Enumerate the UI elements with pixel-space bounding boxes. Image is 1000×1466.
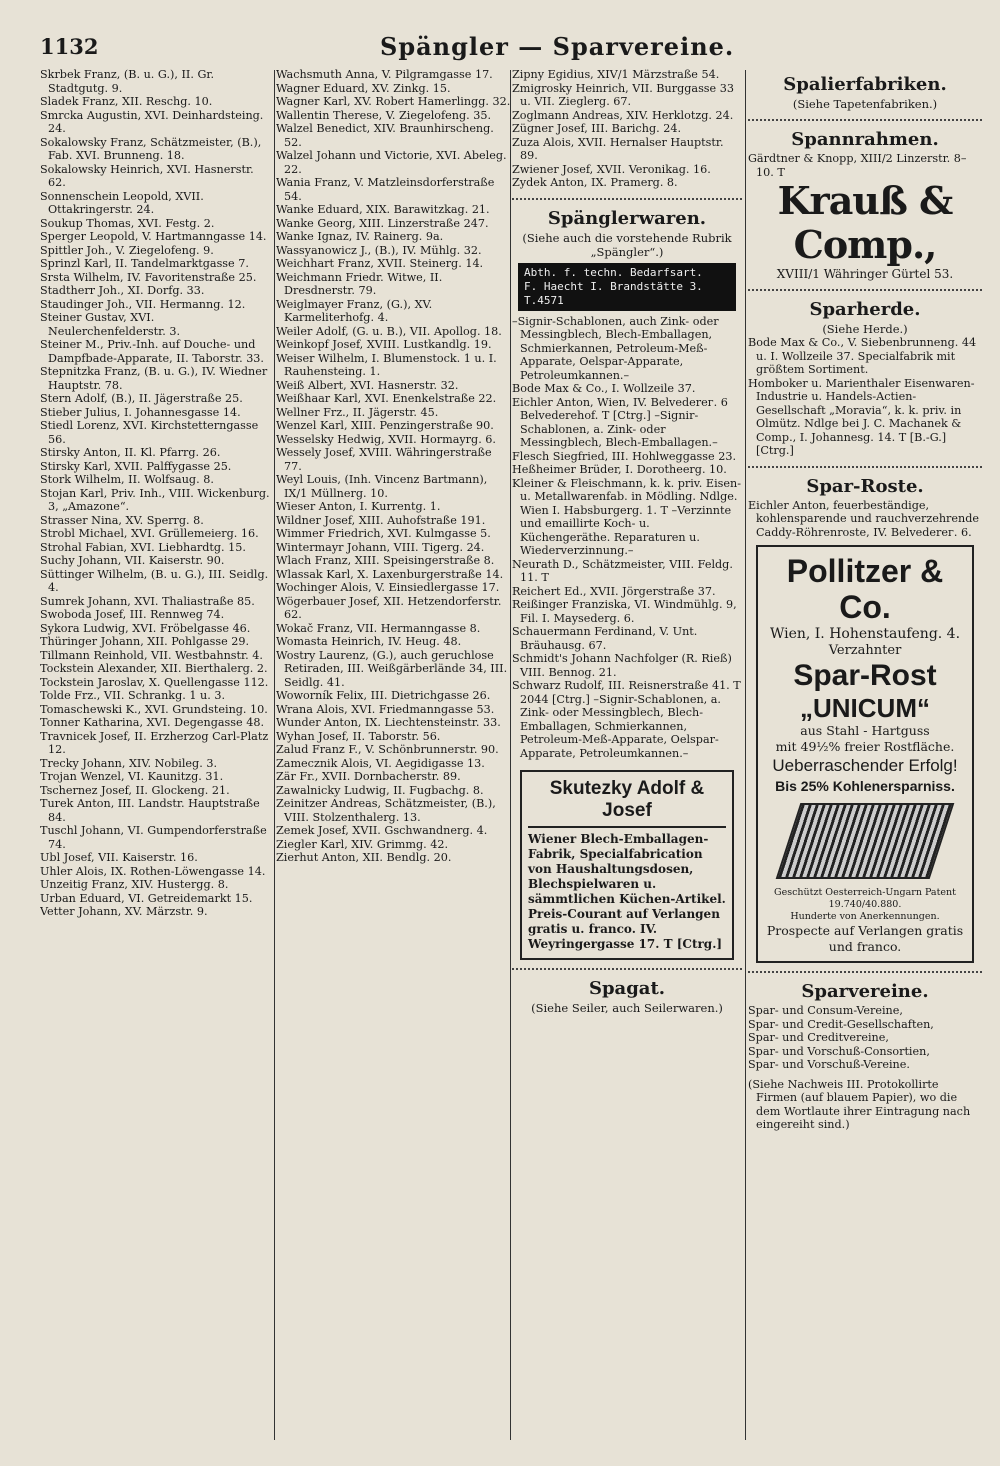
directory-entry: Wostry Laurenz, (G.), auch geruchlose Retiraden, III. Weißgärberlände 34, III. Seidlg. 41. xyxy=(276,648,508,689)
directory-entry: Steiner M., Priv.-Inh. auf Douche- und Dampfbade-Apparate, II. Taborstr. 33. xyxy=(40,338,264,365)
column-4 xyxy=(748,68,982,1443)
directory-entry: Thüringer Johann, XII. Pohlgasse 29. xyxy=(40,635,250,648)
directory-entry: Spar- und Vorschuß-Vereine. xyxy=(748,1058,910,1071)
divider xyxy=(748,971,982,973)
directory-entry: Wrana Alois, XVI. Friedmanngasse 53. xyxy=(276,702,495,716)
entry: (Siehe Nachweis III. Protokollirte Firmen (auf blauem Papier), wo die dem Wortlaute ihrer Eintragung nach eingereiht sind.) xyxy=(748,1077,971,1131)
directory-entry: Spittler Joh., V. Ziegelofeng. 9. xyxy=(40,243,214,257)
directory-entry: Skrbek Franz, (B. u. G.), II. Gr. Stadtgutg. 9. xyxy=(40,68,215,95)
advert-patent: Geschützt Oesterreich-Ungarn Patent 19.740/40.880. xyxy=(774,887,956,910)
directory-entry: Tockstein Jaroslav, X. Quellengasse 112. xyxy=(40,675,269,689)
directory-entry: Urban Eduard, VI. Getreidemarkt 15. xyxy=(40,891,253,905)
directory-entry: Stern Adolf, (B.), II. Jägerstraße 25. xyxy=(40,392,243,405)
directory-entry: Tillmann Reinhold, VII. Westbahnstr. 4. xyxy=(40,648,263,662)
advert-skutezky xyxy=(520,770,734,960)
column-1 xyxy=(40,68,272,1443)
column-rule xyxy=(745,70,746,1440)
advert-pollitzer xyxy=(756,545,974,963)
directory-entry: Zuza Alois, XVII. Hernalser Hauptstr. 89. xyxy=(512,135,724,162)
directory-entry: Zär Fr., XVII. Dornbacherstr. 89. xyxy=(276,770,461,783)
column-rule xyxy=(274,70,275,1440)
advert-line: Bis 25% Kohlenersparniss. xyxy=(775,778,955,794)
divider xyxy=(748,289,982,291)
section-title-spaenglerwaren: Spänglerwaren. xyxy=(547,207,707,229)
entry: –Signir-Schablonen, auch Zink- oder Messingblech, Blech-Emballagen, Schmierkannen, Petroleum-Meß-Apparate, Oelspar-Apparate, Petroleumkannen.– xyxy=(512,314,719,382)
directory-entry: Wlach Franz, XIII. Speisingerstraße 8. xyxy=(276,554,495,567)
advert-bar-line: F. Haecht I. Brandstätte 3. T.4571 xyxy=(524,279,703,307)
directory-entry: Stojan Karl, Priv. Inh., VIII. Wickenburg. 3, „Amazone“. xyxy=(40,486,270,513)
directory-entry: Sykora Ludwig, XVI. Fröbelgasse 46. xyxy=(40,621,251,635)
directory-entry: Spar- und Credit-Gesellschaften, xyxy=(748,1017,934,1031)
directory-entry: Weiglmayer Franz, (G.), XV. Karmeliterhofg. 4. xyxy=(276,297,433,324)
directory-entry: Eichler Anton, Wien, IV. Belvederег. 6 Belvederehof. T [Ctrg.] –Signir-Schablonen, a. Zink- oder Messingblech, Blech-Emballagen.– xyxy=(512,395,728,449)
directory-entry: Zipny Egidius, XIV/1 Märzstraße 54. xyxy=(512,68,720,81)
directory-entry: Zoglmann Andreas, XIV. Herklotzg. 24. xyxy=(512,108,734,122)
directory-entry: Zalud Franz F., V. Schönbrunnerstr. 90. xyxy=(276,743,499,756)
directory-entry: Wunder Anton, IX. Liechtensteinstr. 33. xyxy=(276,716,501,729)
directory-entry: Wessely Josef, XVIII. Währingerstraße 77. xyxy=(276,446,492,473)
directory-entry: Srsta Wilhelm, IV. Favoritenstraße 25. xyxy=(40,270,257,284)
entry: Homboker u. Marienthaler Eisenwaren-Industrie u. Handels-Actien-Gesellschaft „Moravia“, k. k. priv. in Olmütz. Ndlge bei J. C. Machanek & Comp., I. Johannesg. 14. T [B.-G.] [Ctrg.] xyxy=(748,376,975,457)
advert-body: Wiener Blech-Emballagen-Fabrik, Specialfabrication von Haushaltungsdosen, Blechspielwaren u. sämmtlichen Küchen-Artikel. Preis-Courant auf Verlangen gratis u. franco. IV. Weyringergasse 17. T [Ctrg.] xyxy=(528,832,726,951)
directory-entry: Tolde Frz., VII. Schrankg. 1 u. 3. xyxy=(40,689,226,702)
directory-entry: Vetter Johann, XV. Märzstr. 9. xyxy=(40,905,208,918)
directory-entry: Turek Anton, III. Landstr. Hauptstraße 84. xyxy=(40,797,260,824)
section-title-sparherde: Sparherde. xyxy=(809,299,921,320)
advert-product-name: „UNICUM“ xyxy=(800,693,930,723)
directory-entry: Wlassak Karl, X. Laxenburgerstraße 14. xyxy=(276,567,504,581)
directory-entry: Strasser Nina, XV. Sperrg. 8. xyxy=(40,513,204,527)
directory-entry: Stiedl Lorenz, XVI. Kirchstetterngasse 56. xyxy=(40,419,259,446)
directory-entry: Sokalowsky Franz, Schätzmeister, (B.), Fab. XVI. Brunneng. 18. xyxy=(40,135,262,162)
advert-firm-name: Pollitzer & Co. xyxy=(786,553,944,625)
directory-entry: Wildner Josef, XIII. Auhofstraße 191. xyxy=(276,513,486,527)
section-title-spagat: Spagat. xyxy=(588,978,666,999)
section-title-spar-roste: Spar-Roste. xyxy=(806,475,924,497)
advert-bar-line: Abth. f. techn. Bedarfsart. xyxy=(524,265,703,279)
section-title-spalierfabriken: Spalierfabriken. xyxy=(783,74,947,95)
directory-entry: Unzeitig Franz, XIV. Hustergg. 8. xyxy=(40,878,229,891)
directory-entry: Sprinzl Karl, II. Tandelmarktgasse 7. xyxy=(40,257,249,270)
directory-entry: Weichhart Franz, XVII. Steinerg. 14. xyxy=(276,257,484,270)
advert-line: Verzahnter xyxy=(828,643,902,658)
firm-address: XVIII/1 Währinger Gürtel 53. xyxy=(776,267,954,281)
directory-entry: Zamecznik Alois, VI. Aegidigasse 13. xyxy=(276,756,485,770)
section-note: (Siehe Tapetenfabriken.) xyxy=(792,97,938,111)
directory-entry: Bode Max & Co., I. Wollzeile 37. xyxy=(512,382,696,395)
directory-entry: Wellner Frz., II. Jägerstr. 45. xyxy=(276,405,439,419)
divider xyxy=(512,968,742,970)
directory-entry: Tockstein Alexander, XII. Bierthalerg. 2. xyxy=(40,662,268,675)
directory-entry: Sperger Leopold, V. Hartmanngasse 14. xyxy=(40,230,267,243)
divider xyxy=(512,198,742,200)
section-note: (Siehe Seiler, auch Seilerwaren.) xyxy=(531,1001,723,1015)
advert-line: Prospecte auf Verlangen gratis und franco. xyxy=(766,923,964,954)
advert-address: Wien, I. Hohenstaufeng. 4. xyxy=(769,626,961,642)
directory-entry: Spar- und Vorschuß-Consortien, xyxy=(748,1044,930,1058)
directory-entry: Weinkopf Josef, XVIII. Lustkandlg. 19. xyxy=(276,338,492,351)
column-2 xyxy=(276,68,512,1443)
directory-entry: Weiler Adolf, (G. u. B.), VII. Apollog. 18. xyxy=(276,324,502,338)
directory-entry: Trecky Johann, XIV. Nobileg. 3. xyxy=(40,756,217,770)
directory-entry: Wimmer Friedrich, XVI. Kulmgasse 5. xyxy=(276,527,491,540)
directory-entry: Schmidt's Johann Nachfolger (R. Rieß) VIII. Bennog. 21. xyxy=(512,652,732,679)
advert-product: Spar-Rost xyxy=(793,659,937,692)
directory-entry: Weiß Albert, XVI. Hasnerstr. 32. xyxy=(276,378,459,392)
directory-entry: Uhler Alois, IX. Rothen-Löwengasse 14. xyxy=(40,864,266,878)
directory-entry: Wokač Franz, VII. Hermanngasse 8. xyxy=(276,621,481,635)
directory-entry: Ziegler Karl, XIV. Grimmg. 42. xyxy=(276,837,449,851)
directory-entry: Wesselsky Hedwig, XVII. Hormayrg. 6. xyxy=(276,432,496,446)
directory-entry: Stork Wilhelm, II. Wolfsaug. 8. xyxy=(40,473,214,486)
directory-entry: Suchy Johann, VII. Kaiserstr. 90. xyxy=(40,554,225,567)
section-title-spannrahmen: Spannrahmen. xyxy=(791,129,939,150)
directory-entry: Sladek Franz, XII. Reschg. 10. xyxy=(40,95,213,108)
running-title: Spängler — Sparvereine. xyxy=(380,32,735,61)
column-3 xyxy=(512,68,742,1443)
entry: Bode Max & Co., V. Siebenbrunneng. 44 u. I. Wollzeile 37. Specialfabrik mit größtem Sortiment. xyxy=(748,336,977,376)
directory-entry: Wassyanowicz J., (B.), IV. Mühlg. 32. xyxy=(276,243,482,257)
advert-slogan: Ueberraschender Erfolg! xyxy=(772,756,958,775)
directory-entry: Weißhaar Karl, XVI. Enenkelstraße 22. xyxy=(276,392,497,405)
directory-entry: Zierhut Anton, XII. Bendlg. 20. xyxy=(276,851,452,864)
directory-entry: Wyhan Josef, II. Taborstr. 56. xyxy=(276,729,441,743)
directory-entry: Schauermann Ferdinand, V. Unt. Bräuhausg. 67. xyxy=(512,625,698,652)
directory-entry: Strohal Fabian, XVI. Liebhardtg. 15. xyxy=(40,540,246,554)
directory-entry: Zügner Josef, III. Barichg. 24. xyxy=(512,122,682,135)
section-note: (Siehe Herde.) xyxy=(822,322,908,336)
directory-entry: Womasta Heinrich, IV. Heug. 48. xyxy=(276,635,462,648)
entry: Eichler Anton, feuerbeständige, kohlensparende und rauchverzehrende Caddy-Röhrenroste, IV. Belvederег. 6. xyxy=(748,498,979,539)
directory-entry: Wagner Eduard, XV. Zinkg. 15. xyxy=(276,81,451,95)
directory-entry: Wanke Georg, XIII. Linzerstraße 247. xyxy=(276,216,489,230)
divider xyxy=(748,466,982,468)
directory-entry: Zemek Josef, XVII. Gschwandnerg. 4. xyxy=(276,824,488,837)
entry: Gärdtner & Knopp, XIII/2 Linzerstr. 8–10. T xyxy=(748,152,967,179)
directory-entry: Sumrek Johann, XVI. Thaliastraße 85. xyxy=(40,594,255,608)
directory-entry: Weiser Wilhelm, I. Blumenstock. 1 u. I. Rauhensteing. 1. xyxy=(276,351,497,378)
directory-entry: Reichert Ed., XVII. Jörgerstraße 37. xyxy=(512,584,716,598)
directory-entry: Zmigrosky Heinrich, VII. Burggasse 33 u. VII. Zieglerg. 67. xyxy=(512,81,734,108)
directory-entry: Trojan Wenzel, VI. Kaunitzg. 31. xyxy=(40,770,224,783)
directory-entry: Wintermayr Johann, VIII. Tigerg. 24. xyxy=(276,540,485,554)
directory-entry: Zwiener Josef, XVII. Veronikag. 16. xyxy=(512,162,711,176)
directory-entry: Stirsky Karl, XVII. Palffygasse 25. xyxy=(40,459,232,473)
directory-entry: Smrcka Augustin, XVI. Deinhardsteing. 24. xyxy=(40,108,264,135)
directory-entry: Wenzel Karl, XIII. Penzingerstraße 90. xyxy=(276,419,494,432)
directory-entry: Sokalowsky Heinrich, XVI. Hasnerstr. 62. xyxy=(40,162,254,189)
directory-entry: Wanke Eduard, XIX. Barawitzkag. 21. xyxy=(276,203,490,216)
directory-entry: Ubl Josef, VII. Kaiserstr. 16. xyxy=(40,851,198,864)
advert-line: aus Stahl - Hartguss xyxy=(800,723,930,738)
directory-entry: Weyl Louis, (Inh. Vincenz Bartmann), IX/1 Müllnerg. 10. xyxy=(276,473,488,500)
directory-entry: Strobl Michael, XVI. Grüllemeierg. 16. xyxy=(40,527,259,540)
directory-entry: Flesch Siegfried, III. Hohlweggasse 23. xyxy=(512,449,737,463)
directory-entry: Tschernez Josef, II. Glockeng. 21. xyxy=(40,783,230,797)
divider xyxy=(748,119,982,121)
directory-entry: Kleiner & Fleischmann, k. k. priv. Eisen- u. Metallwarenfab. in Mödling. Ndlge. Wien I. Habsburgerg. 1. T –Verzinnte und emaillirte Koch- u. Küchengeräthe. Reparaturen u. Wiederverzinnung.– xyxy=(512,476,741,557)
directory-entry: Sonnenschein Leopold, XVII. Ottakringerstr. 24. xyxy=(40,189,204,216)
directory-entry: Heßheimer Brüder, I. Dorotheerg. 10. xyxy=(512,463,727,476)
directory-entry: Zawalnicky Ludwig, II. Fugbachg. 8. xyxy=(276,783,484,797)
advert-bar xyxy=(518,263,736,311)
directory-entry: Wanke Ignaz, IV. Rainerg. 9a. xyxy=(276,230,444,243)
directory-entry: Reißinger Franziska, VI. Windmühlg. 9, Fil. I. Maysederg. 6. xyxy=(512,598,737,625)
directory-entry: Swoboda Josef, III. Rennweg 74. xyxy=(40,608,225,621)
advert-title: Skutezky Adolf & Josef xyxy=(528,778,726,828)
directory-entry: Staudinger Joh., VII. Hermanng. 12. xyxy=(40,297,246,311)
directory-entry: Stadtherr Joh., XI. Dorfg. 33. xyxy=(40,284,205,297)
section-title-sparvereine: Sparvereine. xyxy=(801,981,929,1002)
section-note: (Siehe auch die vorstehende Rubrik „Spängler“.) xyxy=(522,230,732,259)
directory-entry: Zydek Anton, IX. Pramerg. 8. xyxy=(512,176,678,189)
directory-entry: Tuschl Johann, VI. Gumpendorferstraße 74. xyxy=(40,824,267,851)
advert-line: mit 49½% freier Rostfläche. xyxy=(775,739,955,754)
directory-entry: Wallentin Therese, V. Ziegelofeng. 35. xyxy=(276,108,492,122)
directory-entry: Walzel Benedict, XIV. Braunhirscheng. 52. xyxy=(276,122,494,149)
directory-entry: Woworník Felix, III. Dietrichgasse 26. xyxy=(276,689,491,702)
directory-entry: Wachsmuth Anna, V. Pilgramgasse 17. xyxy=(276,68,493,81)
firm-banner: Krauß & Comp., xyxy=(777,178,953,267)
directory-entry: Stieber Julius, I. Johannesgasse 14. xyxy=(40,405,241,419)
directory-entry: Wagner Karl, XV. Robert Hamerlingg. 32. xyxy=(276,95,511,108)
directory-entry: Weichmann Friedr. Witwe, II. Dresdnerstr. 79. xyxy=(276,270,443,297)
directory-entry: Schwarz Rudolf, III. Reisnerstraße 41. T 2044 [Ctrg.] –Signir-Schablonen, a. Zink- oder Messingblech, Blech-Emballagen, Schmierkannen, Petroleum-Meß-Apparate, Oelspar-Apparate, Petroleumkannen.– xyxy=(512,679,741,760)
directory-entry: Wögerbauer Josef, XII. Hetzendorferstr. 62. xyxy=(276,594,502,621)
grate-illustration xyxy=(776,803,955,879)
directory-entry: Travnicek Josef, II. Erzherzog Carl-Platz 12. xyxy=(40,729,269,756)
directory-entry: Wania Franz, V. Matzleinsdorferstraße 54. xyxy=(276,176,495,203)
directory-entry: Spar- und Consum-Vereine, xyxy=(748,1004,903,1017)
directory-entry: Wieser Anton, I. Kurrentg. 1. xyxy=(276,500,441,513)
directory-entry: Stirsky Anton, II. Kl. Pfarrg. 26. xyxy=(40,446,221,459)
directory-entry: Steiner Gustav, XVI. Neulerchenfelderstr. 3. xyxy=(40,311,181,338)
directory-entry: Tonner Katharina, XVI. Degengasse 48. xyxy=(40,716,265,729)
directory-entry: Stepnitzka Franz, (B. u. G.), IV. Wiedner Hauptstr. 78. xyxy=(40,365,268,392)
directory-entry: Süttinger Wilhelm, (B. u. G.), III. Seidlg. 4. xyxy=(40,567,269,594)
directory-entry: Soukup Thomas, XVI. Festg. 2. xyxy=(40,216,215,230)
directory-entry: Zeinitzer Andreas, Schätzmeister, (B.), VIII. Stolzenthalerg. 13. xyxy=(276,797,496,824)
page-number: 1132 xyxy=(40,34,99,59)
directory-entry: Neurath D., Schätzmeister, VIII. Feldg. 11. T xyxy=(512,557,733,584)
directory-entry: Spar- und Creditvereine, xyxy=(748,1031,889,1044)
directory-entry: Walzel Johann und Victorie, XVI. Abeleg. 22. xyxy=(276,149,507,176)
page-header xyxy=(0,28,1000,68)
directory-entry: Tomaschewski K., XVI. Grundsteing. 10. xyxy=(40,702,268,716)
directory-entry: Wochinger Alois, V. Einsiedlergasse 17. xyxy=(276,581,500,594)
advert-line: Hunderte von Anerkennungen. xyxy=(790,911,940,922)
